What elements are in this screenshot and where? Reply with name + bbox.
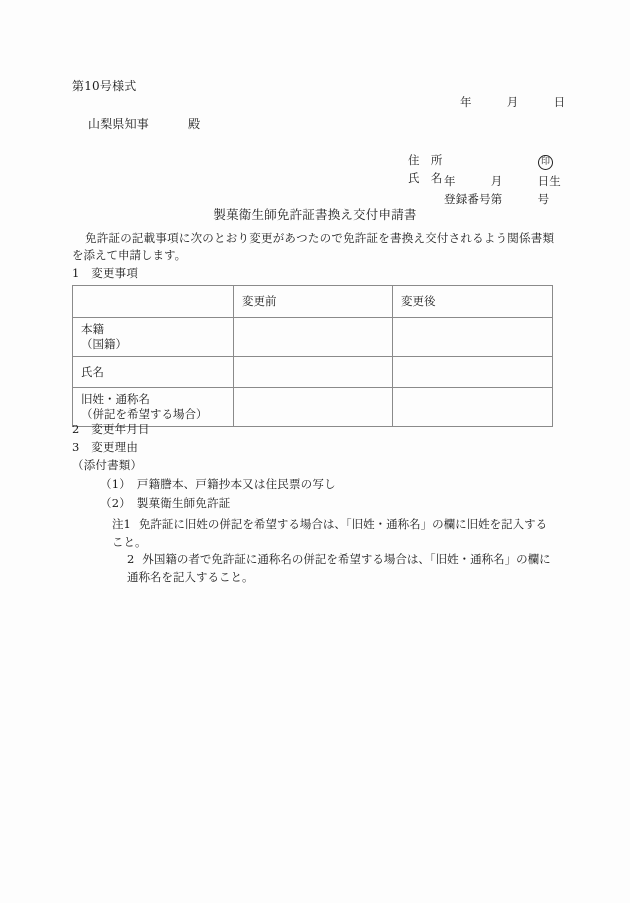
table-row — [73, 388, 553, 427]
table-row — [73, 318, 553, 357]
cell-kyusei-after[interactable] — [393, 388, 553, 427]
attachment-text-2: 製菓衛生師免許証 — [136, 496, 231, 510]
attachment-marker-1: （1） — [100, 477, 126, 491]
attachments-heading: （添付書類） — [72, 458, 143, 472]
body-paragraph: 免許証の記載事項に次のとおり変更があつたので免許証を書換え交付されるよう関係書類を添えて申請します。 — [72, 231, 554, 262]
cell-shimei-after[interactable] — [393, 357, 553, 388]
form-number: 第10号様式 — [72, 79, 137, 93]
row-label-line1: 旧姓・通称名 — [81, 392, 150, 406]
note-1-label: 注1 — [112, 517, 131, 531]
row-label-line1: 本籍 — [81, 322, 104, 336]
name-label: 氏 名 — [407, 171, 443, 185]
change-items-table — [72, 285, 553, 427]
seal-icon: 印 — [538, 155, 553, 170]
registration-number-line: 登録番号第 号 — [444, 192, 550, 206]
note-1-text: 免許証に旧姓の併記を希望する場合は、「旧姓・通称名」の欄に旧姓を記入すること。 — [112, 517, 548, 549]
section-item-2: 2 変更年月日 — [72, 422, 150, 436]
table-header-before: 変更前 — [234, 286, 393, 318]
note-1 — [112, 516, 554, 551]
cell-honseki-before[interactable] — [234, 318, 393, 357]
birth-date-line: 年 月 日生 — [444, 174, 561, 188]
date-line: 年 月 日 — [460, 95, 566, 109]
attachment-item-1 — [100, 479, 336, 491]
note-2-text: 外国籍の者で免許証に通称名の併記を希望する場合は、「旧姓・通称名」の欄に通称名を記入すること。 — [127, 552, 551, 584]
table-row — [73, 357, 553, 388]
attachment-text-1: 戸籍謄本、戸籍抄本又は住民票の写し — [136, 477, 336, 491]
cell-honseki-after[interactable] — [393, 318, 553, 357]
addressee: 山梨県知事 — [88, 117, 150, 131]
applicant-name-row — [386, 156, 443, 185]
row-label-line2: （併記を希望する場合） — [81, 407, 208, 421]
addressee-honorific: 殿 — [188, 117, 201, 131]
row-label-kyusei — [73, 388, 234, 427]
cell-shimei-before[interactable] — [234, 357, 393, 388]
row-label-shimei: 氏名 — [73, 357, 234, 388]
row-label-honseki — [73, 318, 234, 357]
note-2-label: 2 — [127, 552, 135, 566]
note-2 — [127, 551, 554, 586]
applicant-address-row — [386, 138, 443, 167]
page-title: 製菓衛生師免許証書換え交付申請書 — [213, 207, 417, 222]
cell-kyusei-before[interactable] — [234, 388, 393, 427]
address-label: 住 所 — [407, 153, 443, 167]
section-item-3: 3 変更理由 — [72, 440, 139, 454]
attachment-item-2 — [100, 498, 230, 510]
table-header-row — [73, 286, 553, 318]
attachment-marker-2: （2） — [100, 496, 126, 510]
table-header-blank — [73, 286, 234, 318]
section-item-1: 1 変更事項 — [72, 266, 139, 280]
row-label-line2: （国籍） — [81, 337, 127, 351]
table-header-after: 変更後 — [393, 286, 553, 318]
